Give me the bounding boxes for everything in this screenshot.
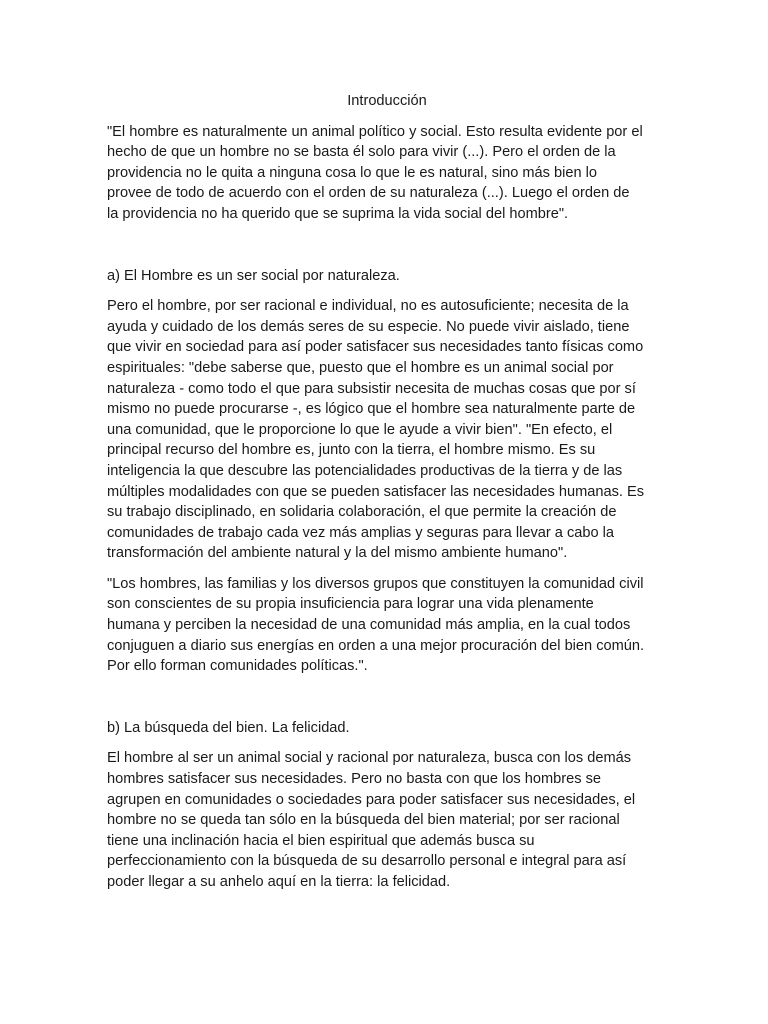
paragraph-line: "Los hombres, las familias y los diversos grupos que constituyen la comunidad civil: [107, 575, 644, 592]
paragraph-line: que vivir en sociedad para así poder satisfacer sus necesidades tanto físicas como: [107, 339, 644, 356]
paragraph-line: ayuda y cuidado de los demás seres de su especie. No puede vivir aislado, tiene: [107, 318, 630, 335]
section-a-paragraph: [107, 296, 667, 564]
paragraph-line: la providencia no ha querido que se suprima la vida social del hombre".: [107, 205, 569, 222]
paragraph-line: El hombre al ser un animal social y racional por naturaleza, busca con los demás: [107, 750, 632, 767]
paragraph-line: espirituales: "debe saberse que, puesto que el hombre es un animal social por: [107, 359, 614, 376]
paragraph-line: mismo no puede procurarse -, es lógico que el hombre sea naturalmente parte de: [107, 401, 636, 418]
paragraph-line: una comunidad, que le proporcione lo que le ayude a vivir bien". "En efecto, el: [107, 421, 613, 438]
section-heading-a: [107, 266, 667, 287]
paragraph-line: son conscientes de su propia insuficiencia para lograr una vida plenamente: [107, 596, 594, 613]
document-title: Introducción: [347, 93, 427, 109]
paragraph-line: múltiples modalidades con que se pueden satisfacer las necesidades humanas. Es: [107, 483, 645, 500]
paragraph-line: su trabajo disciplinado, en solidaria colaboración, el que permite la creación de: [107, 504, 617, 521]
paragraph-line: Por ello forman comunidades políticas.".: [107, 658, 368, 675]
paragraph-line: conjuguen a diario sus energías en orden a una mejor procuración del bien común.: [107, 637, 645, 654]
paragraph-line: comunidades de trabajo cada vez más amplias y seguras para llevar a cabo la: [107, 524, 615, 541]
paragraph-line: hombres satisfacer sus necesidades. Pero no basta con que los hombres se: [107, 771, 602, 788]
paragraph-line: inteligencia la que descubre las potencialidades productivas de la tierra y de las: [107, 462, 623, 479]
paragraph-line: hecho de que un hombre no se basta él solo para vivir (...). Pero el orden de la: [107, 144, 616, 161]
paragraph-line: poder llegar a su anhelo aquí en la tierra: la felicidad.: [107, 874, 451, 890]
paragraph-line: providencia no le quita a ninguna cosa lo que le es natural, sino más bien lo: [107, 164, 598, 181]
paragraph-line: Pero el hombre, por ser racional e individual, no es autosuficiente; necesita de la: [107, 298, 629, 315]
paragraph-line: principal recurso del hombre es, junto con la tierra, el hombre mismo. Es su: [107, 442, 596, 459]
paragraph-line: transformación del ambiente natural y la del mismo ambiente humano".: [107, 545, 568, 562]
paragraph-line: naturaleza - como todo el que para subsistir necesita de muchas cosas que por sí: [107, 380, 636, 397]
document-page: [107, 91, 667, 903]
section-b-paragraph: [107, 748, 667, 892]
paragraph-line: hombre no se queda tan sólo en la búsqueda del bien material; por ser racional: [107, 812, 620, 829]
section-heading-text: b) La búsqueda del bien. La felicidad.: [107, 719, 350, 736]
paragraph-line: humana y perciben la necesidad de una comunidad más amplia, en la cual todos: [107, 617, 631, 634]
paragraph-line: agrupen en comunidades o sociedades para poder satisfacer sus necesidades, el: [107, 791, 636, 808]
intro-quote-paragraph: [107, 122, 667, 225]
section-heading-text: a) El Hombre es un ser social por naturaleza.: [107, 267, 400, 284]
paragraph-line: perfeccionamiento con la búsqueda de su desarrollo personal e integral para así: [107, 853, 627, 870]
section-heading-b: [107, 718, 667, 739]
paragraph-line: "El hombre es naturalmente un animal político y social. Esto resulta evidente por el: [107, 123, 643, 140]
paragraph-line: tiene una inclinación hacia el bien espiritual que además busca su: [107, 832, 535, 849]
section-a-quote-paragraph: [107, 574, 667, 677]
paragraph-line: provee de todo de acuerdo con el orden de su naturaleza (...). Luego el orden de: [107, 185, 630, 202]
